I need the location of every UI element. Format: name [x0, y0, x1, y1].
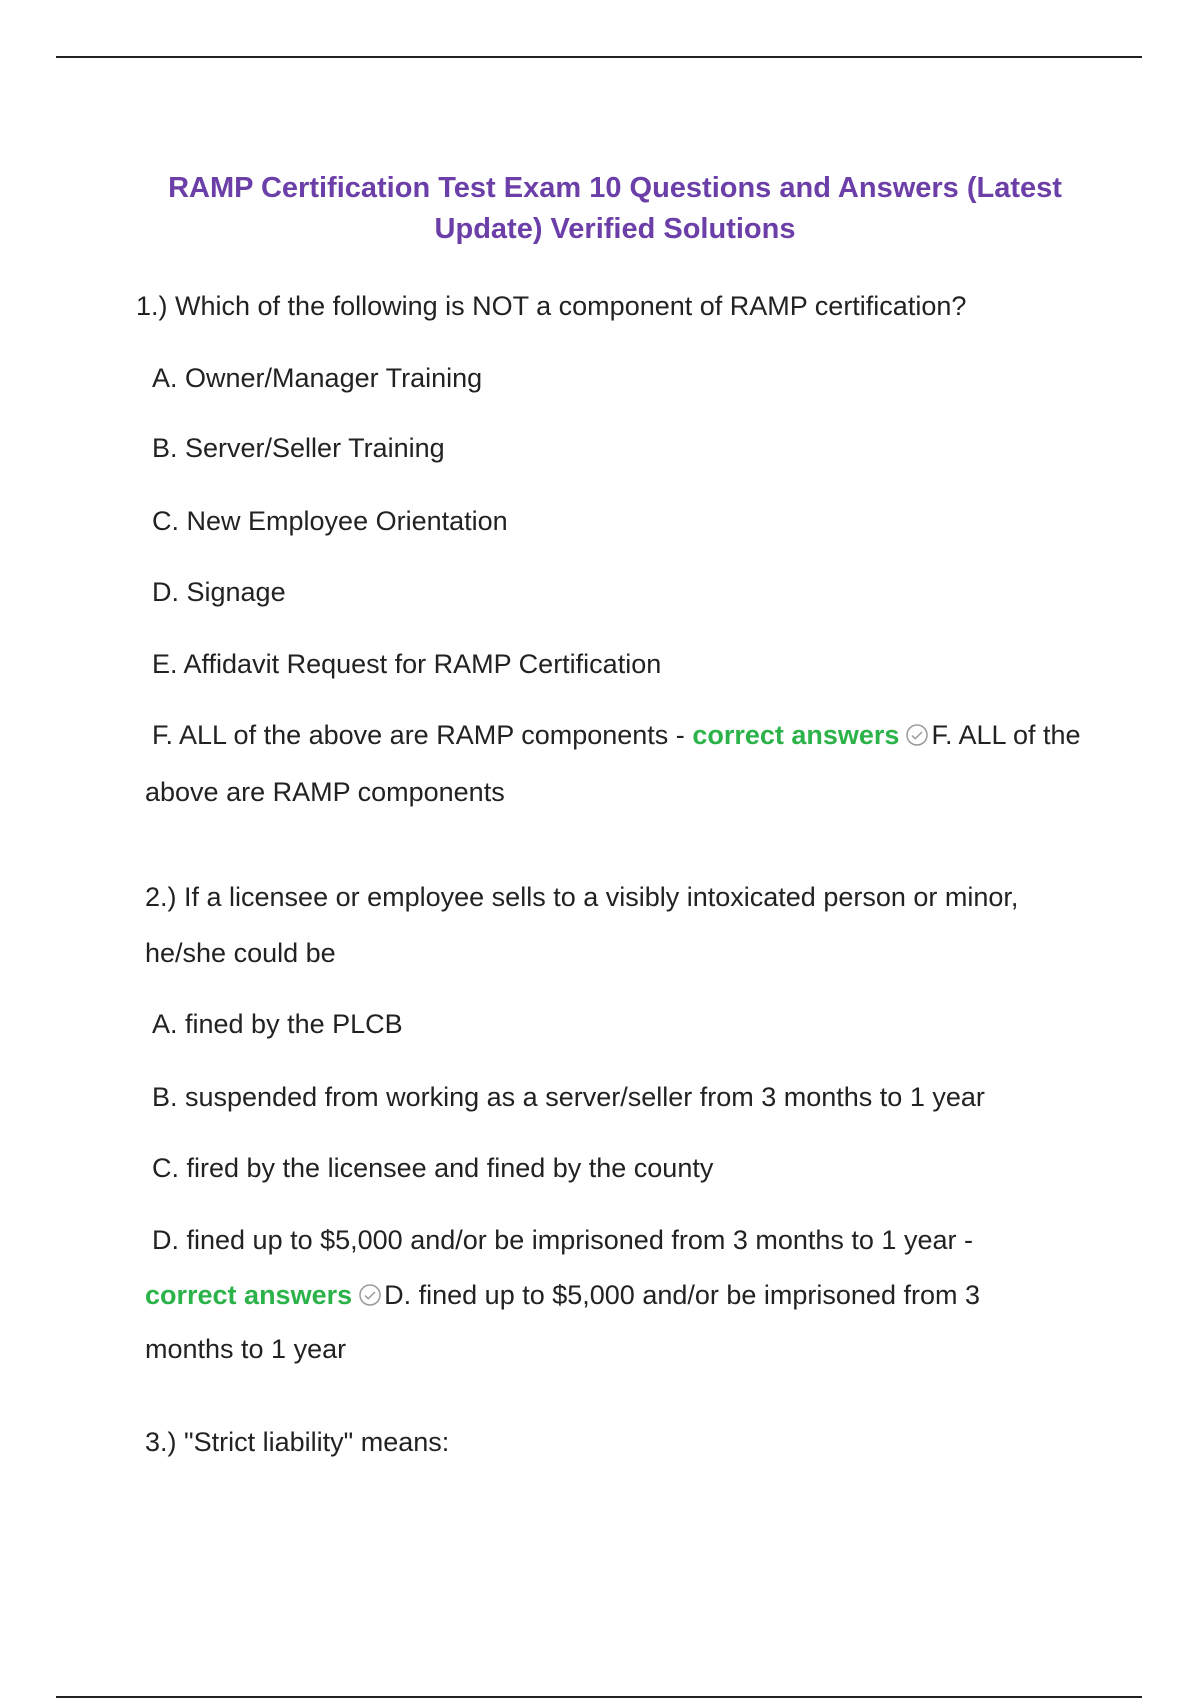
q1-answer-text: F. ALL of the — [931, 720, 1081, 750]
question-1: 1.) Which of the following is NOT a component of RAMP certification? — [136, 291, 967, 321]
bottom-rule — [56, 1696, 1142, 1698]
title-line-1: RAMP Certification Test Exam 10 Questions and Answers (Latest — [168, 172, 1062, 204]
title-line-2: Update) Verified Solutions — [434, 213, 796, 245]
question-3: 3.) "Strict liability" means: — [145, 1427, 450, 1457]
q2-option-b: B. suspended from working as a server/seller from 3 months to 1 year — [152, 1082, 985, 1112]
q2-option-a: A. fined by the PLCB — [152, 1009, 403, 1039]
question-2-line-1: 2.) If a licensee or employee sells to a visibly intoxicated person or minor, — [145, 882, 1019, 912]
q1-option-b: B. Server/Seller Training — [152, 433, 445, 463]
check-circle-icon — [905, 723, 929, 747]
q1-option-e: E. Affidavit Request for RAMP Certification — [152, 649, 662, 679]
q1-option-a: A. Owner/Manager Training — [152, 363, 483, 393]
document-title — [150, 168, 1080, 250]
q2-answer-continued: months to 1 year — [145, 1334, 347, 1364]
q1-option-f-answer — [152, 717, 1081, 753]
q1-answer-continued: above are RAMP components — [145, 777, 505, 807]
q2-answer-text: D. fined up to $5,000 and/or be imprisoned from 3 — [384, 1280, 980, 1310]
correct-answers-label: correct answers — [692, 720, 900, 750]
q1-option-f-text: F. ALL of the above are RAMP components - — [152, 720, 685, 750]
check-circle-icon — [358, 1283, 382, 1307]
correct-answers-label: correct answers — [145, 1280, 353, 1310]
q1-option-d: D. Signage — [152, 577, 286, 607]
q2-option-d: D. fined up to $5,000 and/or be imprisoned from 3 months to 1 year - — [152, 1225, 973, 1255]
top-rule — [56, 56, 1142, 58]
q2-option-c: C. fired by the licensee and fined by the county — [152, 1153, 714, 1183]
q2-option-d-answer — [145, 1277, 980, 1313]
question-2-line-2: he/she could be — [145, 938, 336, 968]
q1-option-c: C. New Employee Orientation — [152, 506, 508, 536]
